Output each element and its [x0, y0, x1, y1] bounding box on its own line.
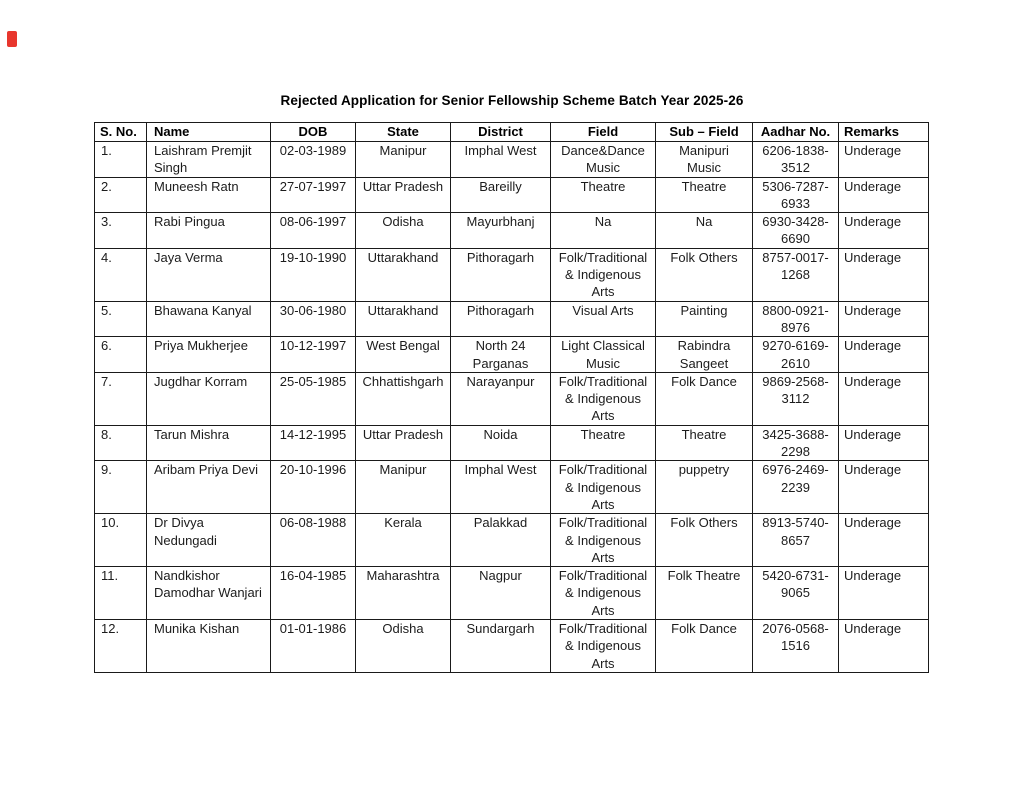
table-cell: 02-03-1989	[271, 142, 356, 178]
column-header-s-no: S. No.	[95, 123, 147, 142]
table-body	[95, 142, 929, 673]
table-cell: 16-04-1985	[271, 567, 356, 620]
table-cell: Laishram Premjit Singh	[147, 142, 271, 178]
table-cell: Kerala	[356, 514, 451, 567]
column-header-name: Name	[147, 123, 271, 142]
table-row	[95, 461, 929, 514]
table-cell: Underage	[839, 461, 929, 514]
table-cell: Folk Others	[656, 248, 753, 301]
table-cell: Folk Theatre	[656, 567, 753, 620]
table-cell: Manipuri Music	[656, 142, 753, 178]
table-cell: 30-06-1980	[271, 301, 356, 337]
table-row	[95, 248, 929, 301]
table-cell: Underage	[839, 142, 929, 178]
table-cell: Uttar Pradesh	[356, 177, 451, 213]
table-cell: Palakkad	[451, 514, 551, 567]
table-cell: 11.	[95, 567, 147, 620]
table-cell: 6206-1838-3512	[753, 142, 839, 178]
table-cell: Underage	[839, 620, 929, 673]
table-row	[95, 177, 929, 213]
red-marker-icon	[7, 31, 17, 47]
table-cell: Priya Mukherjee	[147, 337, 271, 373]
table-cell: Underage	[839, 337, 929, 373]
table-cell: Bhawana Kanyal	[147, 301, 271, 337]
table-row	[95, 142, 929, 178]
table-cell: 01-01-1986	[271, 620, 356, 673]
table-cell: puppetry	[656, 461, 753, 514]
table-cell: 7.	[95, 372, 147, 425]
table-cell: Dr Divya Nedungadi	[147, 514, 271, 567]
table-cell: Odisha	[356, 620, 451, 673]
table-cell: 3425-3688-2298	[753, 425, 839, 461]
table-cell: Uttar Pradesh	[356, 425, 451, 461]
table-cell: 12.	[95, 620, 147, 673]
table-cell: Muneesh Ratn	[147, 177, 271, 213]
table-cell: Maharashtra	[356, 567, 451, 620]
table-row	[95, 213, 929, 249]
table-cell: Underage	[839, 248, 929, 301]
table-cell: Underage	[839, 177, 929, 213]
table-cell: North 24 Parganas	[451, 337, 551, 373]
table-cell: 6930-3428-6690	[753, 213, 839, 249]
page-title: Rejected Application for Senior Fellowship Scheme Batch Year 2025-26	[280, 93, 744, 108]
table-cell: 6.	[95, 337, 147, 373]
table-cell: Dance&Dance Music	[551, 142, 656, 178]
table-cell: Sundargarh	[451, 620, 551, 673]
table-cell: Folk/Traditional & Indigenous Arts	[551, 567, 656, 620]
table-cell: 4.	[95, 248, 147, 301]
table-row	[95, 337, 929, 373]
table-cell: Na	[551, 213, 656, 249]
table-cell: 6976-2469-2239	[753, 461, 839, 514]
table-cell: 5306-7287-6933	[753, 177, 839, 213]
table-cell: Nandkishor Damodhar Wanjari	[147, 567, 271, 620]
table-cell: 10.	[95, 514, 147, 567]
rejected-applications-table	[94, 122, 929, 673]
table-cell: Underage	[839, 567, 929, 620]
table-cell: 5420-6731-9065	[753, 567, 839, 620]
table-cell: West Bengal	[356, 337, 451, 373]
table-cell: 19-10-1990	[271, 248, 356, 301]
table-cell: 3.	[95, 213, 147, 249]
table-cell: 9.	[95, 461, 147, 514]
table-cell: Visual Arts	[551, 301, 656, 337]
table-row	[95, 620, 929, 673]
table-cell: 27-07-1997	[271, 177, 356, 213]
table-row	[95, 301, 929, 337]
table-cell: Jaya Verma	[147, 248, 271, 301]
table-cell: Pithoragarh	[451, 301, 551, 337]
table-header	[95, 123, 929, 142]
table-cell: Odisha	[356, 213, 451, 249]
table-cell: 8913-5740-8657	[753, 514, 839, 567]
table-cell: Folk/Traditional & Indigenous Arts	[551, 514, 656, 567]
table-cell: 2076-0568-1516	[753, 620, 839, 673]
table-cell: 9869-2568-3112	[753, 372, 839, 425]
table-row	[95, 567, 929, 620]
table-cell: Rabindra Sangeet	[656, 337, 753, 373]
table-cell: Bareilly	[451, 177, 551, 213]
table-cell: Chhattishgarh	[356, 372, 451, 425]
table-cell: Theatre	[551, 177, 656, 213]
table-cell: 8757-0017-1268	[753, 248, 839, 301]
table-cell: Folk/Traditional & Indigenous Arts	[551, 461, 656, 514]
table-cell: Narayanpur	[451, 372, 551, 425]
table-cell: Imphal West	[451, 461, 551, 514]
table-cell: 8.	[95, 425, 147, 461]
table-cell: Manipur	[356, 461, 451, 514]
table-cell: 25-05-1985	[271, 372, 356, 425]
table-cell: Jugdhar Korram	[147, 372, 271, 425]
column-header-district: District	[451, 123, 551, 142]
column-header-sub-field: Sub – Field	[656, 123, 753, 142]
table-cell: Underage	[839, 514, 929, 567]
table-cell: 8800-0921-8976	[753, 301, 839, 337]
table-cell: 14-12-1995	[271, 425, 356, 461]
table-row	[95, 425, 929, 461]
table-cell: Rabi Pingua	[147, 213, 271, 249]
column-header-aadhar-no: Aadhar No.	[753, 123, 839, 142]
table-row	[95, 372, 929, 425]
table-cell: Light Classical Music	[551, 337, 656, 373]
table-cell: Folk/Traditional & Indigenous Arts	[551, 372, 656, 425]
table-cell: Na	[656, 213, 753, 249]
table-cell: Folk/Traditional & Indigenous Arts	[551, 248, 656, 301]
table-cell: Theatre	[551, 425, 656, 461]
table-cell: Folk Dance	[656, 620, 753, 673]
table-cell: Tarun Mishra	[147, 425, 271, 461]
table-cell: Munika Kishan	[147, 620, 271, 673]
table-cell: Aribam Priya Devi	[147, 461, 271, 514]
table-cell: Theatre	[656, 425, 753, 461]
table-cell: Uttarakhand	[356, 301, 451, 337]
table-cell: Folk Others	[656, 514, 753, 567]
table-cell: Noida	[451, 425, 551, 461]
table-cell: Uttarakhand	[356, 248, 451, 301]
table-cell: Manipur	[356, 142, 451, 178]
table-row	[95, 514, 929, 567]
table-cell: Imphal West	[451, 142, 551, 178]
table-cell: Folk Dance	[656, 372, 753, 425]
table-cell: 06-08-1988	[271, 514, 356, 567]
column-header-field: Field	[551, 123, 656, 142]
table-cell: Painting	[656, 301, 753, 337]
table-cell: Underage	[839, 301, 929, 337]
table-cell: Folk/Traditional & Indigenous Arts	[551, 620, 656, 673]
column-header-state: State	[356, 123, 451, 142]
table-cell: 10-12-1997	[271, 337, 356, 373]
table-cell: 08-06-1997	[271, 213, 356, 249]
table-cell: Underage	[839, 213, 929, 249]
table-cell: 1.	[95, 142, 147, 178]
table-cell: Theatre	[656, 177, 753, 213]
column-header-remarks: Remarks	[839, 123, 929, 142]
table-cell: Nagpur	[451, 567, 551, 620]
table-cell: Underage	[839, 425, 929, 461]
table-cell: 5.	[95, 301, 147, 337]
table-cell: 2.	[95, 177, 147, 213]
table-cell: 9270-6169-2610	[753, 337, 839, 373]
table-cell: Underage	[839, 372, 929, 425]
table-cell: 20-10-1996	[271, 461, 356, 514]
column-header-dob: DOB	[271, 123, 356, 142]
table-cell: Mayurbhanj	[451, 213, 551, 249]
table-cell: Pithoragarh	[451, 248, 551, 301]
table-header-row	[95, 123, 929, 142]
